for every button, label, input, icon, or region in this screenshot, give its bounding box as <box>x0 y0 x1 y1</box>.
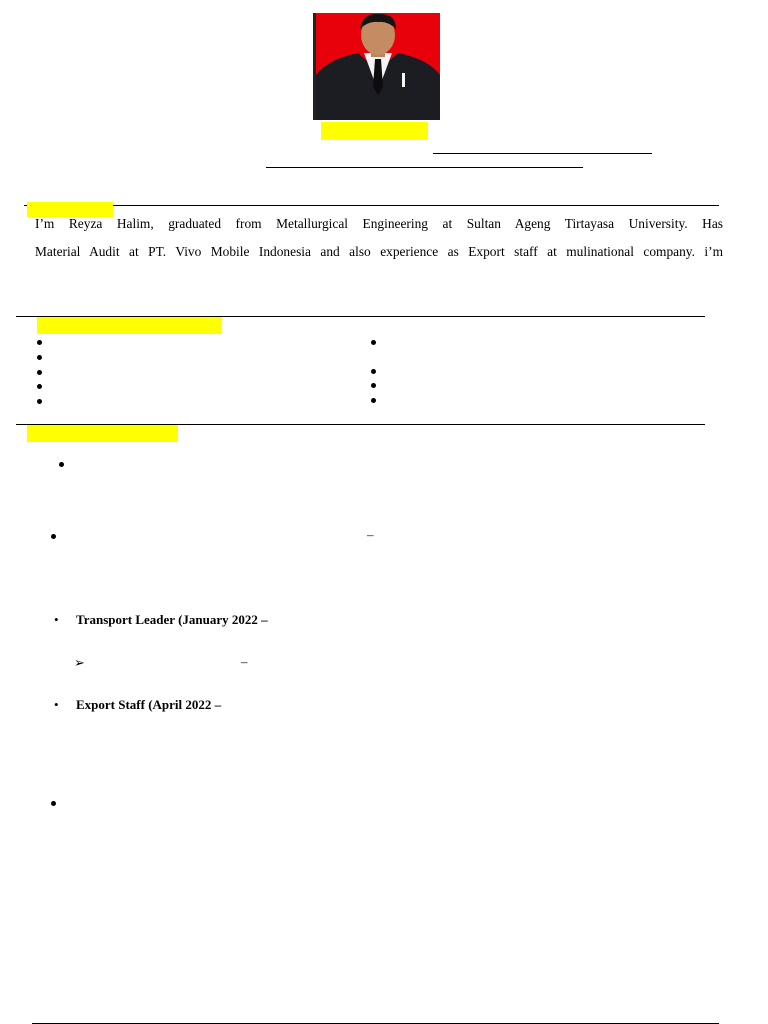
contact-underline <box>433 153 652 154</box>
summary-line: Material Audit at PT. Vivo Mobile Indonesia and also experience as Export staff at mulinational company. i’m <box>35 244 723 259</box>
section-divider <box>24 205 719 206</box>
skills-heading-highlight <box>37 317 222 334</box>
skill-bullet <box>37 370 42 375</box>
contact-underline <box>266 167 583 168</box>
skill-bullet <box>37 355 42 360</box>
skill-bullet <box>371 340 376 345</box>
date-dash: – <box>367 527 374 542</box>
experience-bullet: • <box>54 697 59 712</box>
person-portrait-icon <box>316 13 440 120</box>
date-dash: – <box>241 654 248 669</box>
experience-bullet <box>59 462 64 467</box>
name-highlight <box>321 122 428 140</box>
job-title-export: Export Staff (April 2022 – <box>76 697 222 712</box>
arrow-bullet-icon: ➢ <box>74 655 85 670</box>
skill-bullet <box>37 384 42 389</box>
skill-bullet <box>37 340 42 345</box>
experience-heading-highlight <box>27 425 178 442</box>
experience-bullet: • <box>54 612 59 627</box>
experience-bullet <box>51 534 56 539</box>
job-title-transport: Transport Leader (January 2022 – <box>76 612 268 627</box>
skill-bullet <box>371 383 376 388</box>
skill-bullet <box>37 399 42 404</box>
profile-photo <box>313 13 440 120</box>
experience-bullet <box>51 801 56 806</box>
skill-bullet <box>371 398 376 403</box>
skill-bullet <box>371 369 376 374</box>
summary-line: I’m Reyza Halim, graduated from Metallurgical Engineering at Sultan Ageng Tirtayasa University. Has <box>35 216 723 231</box>
